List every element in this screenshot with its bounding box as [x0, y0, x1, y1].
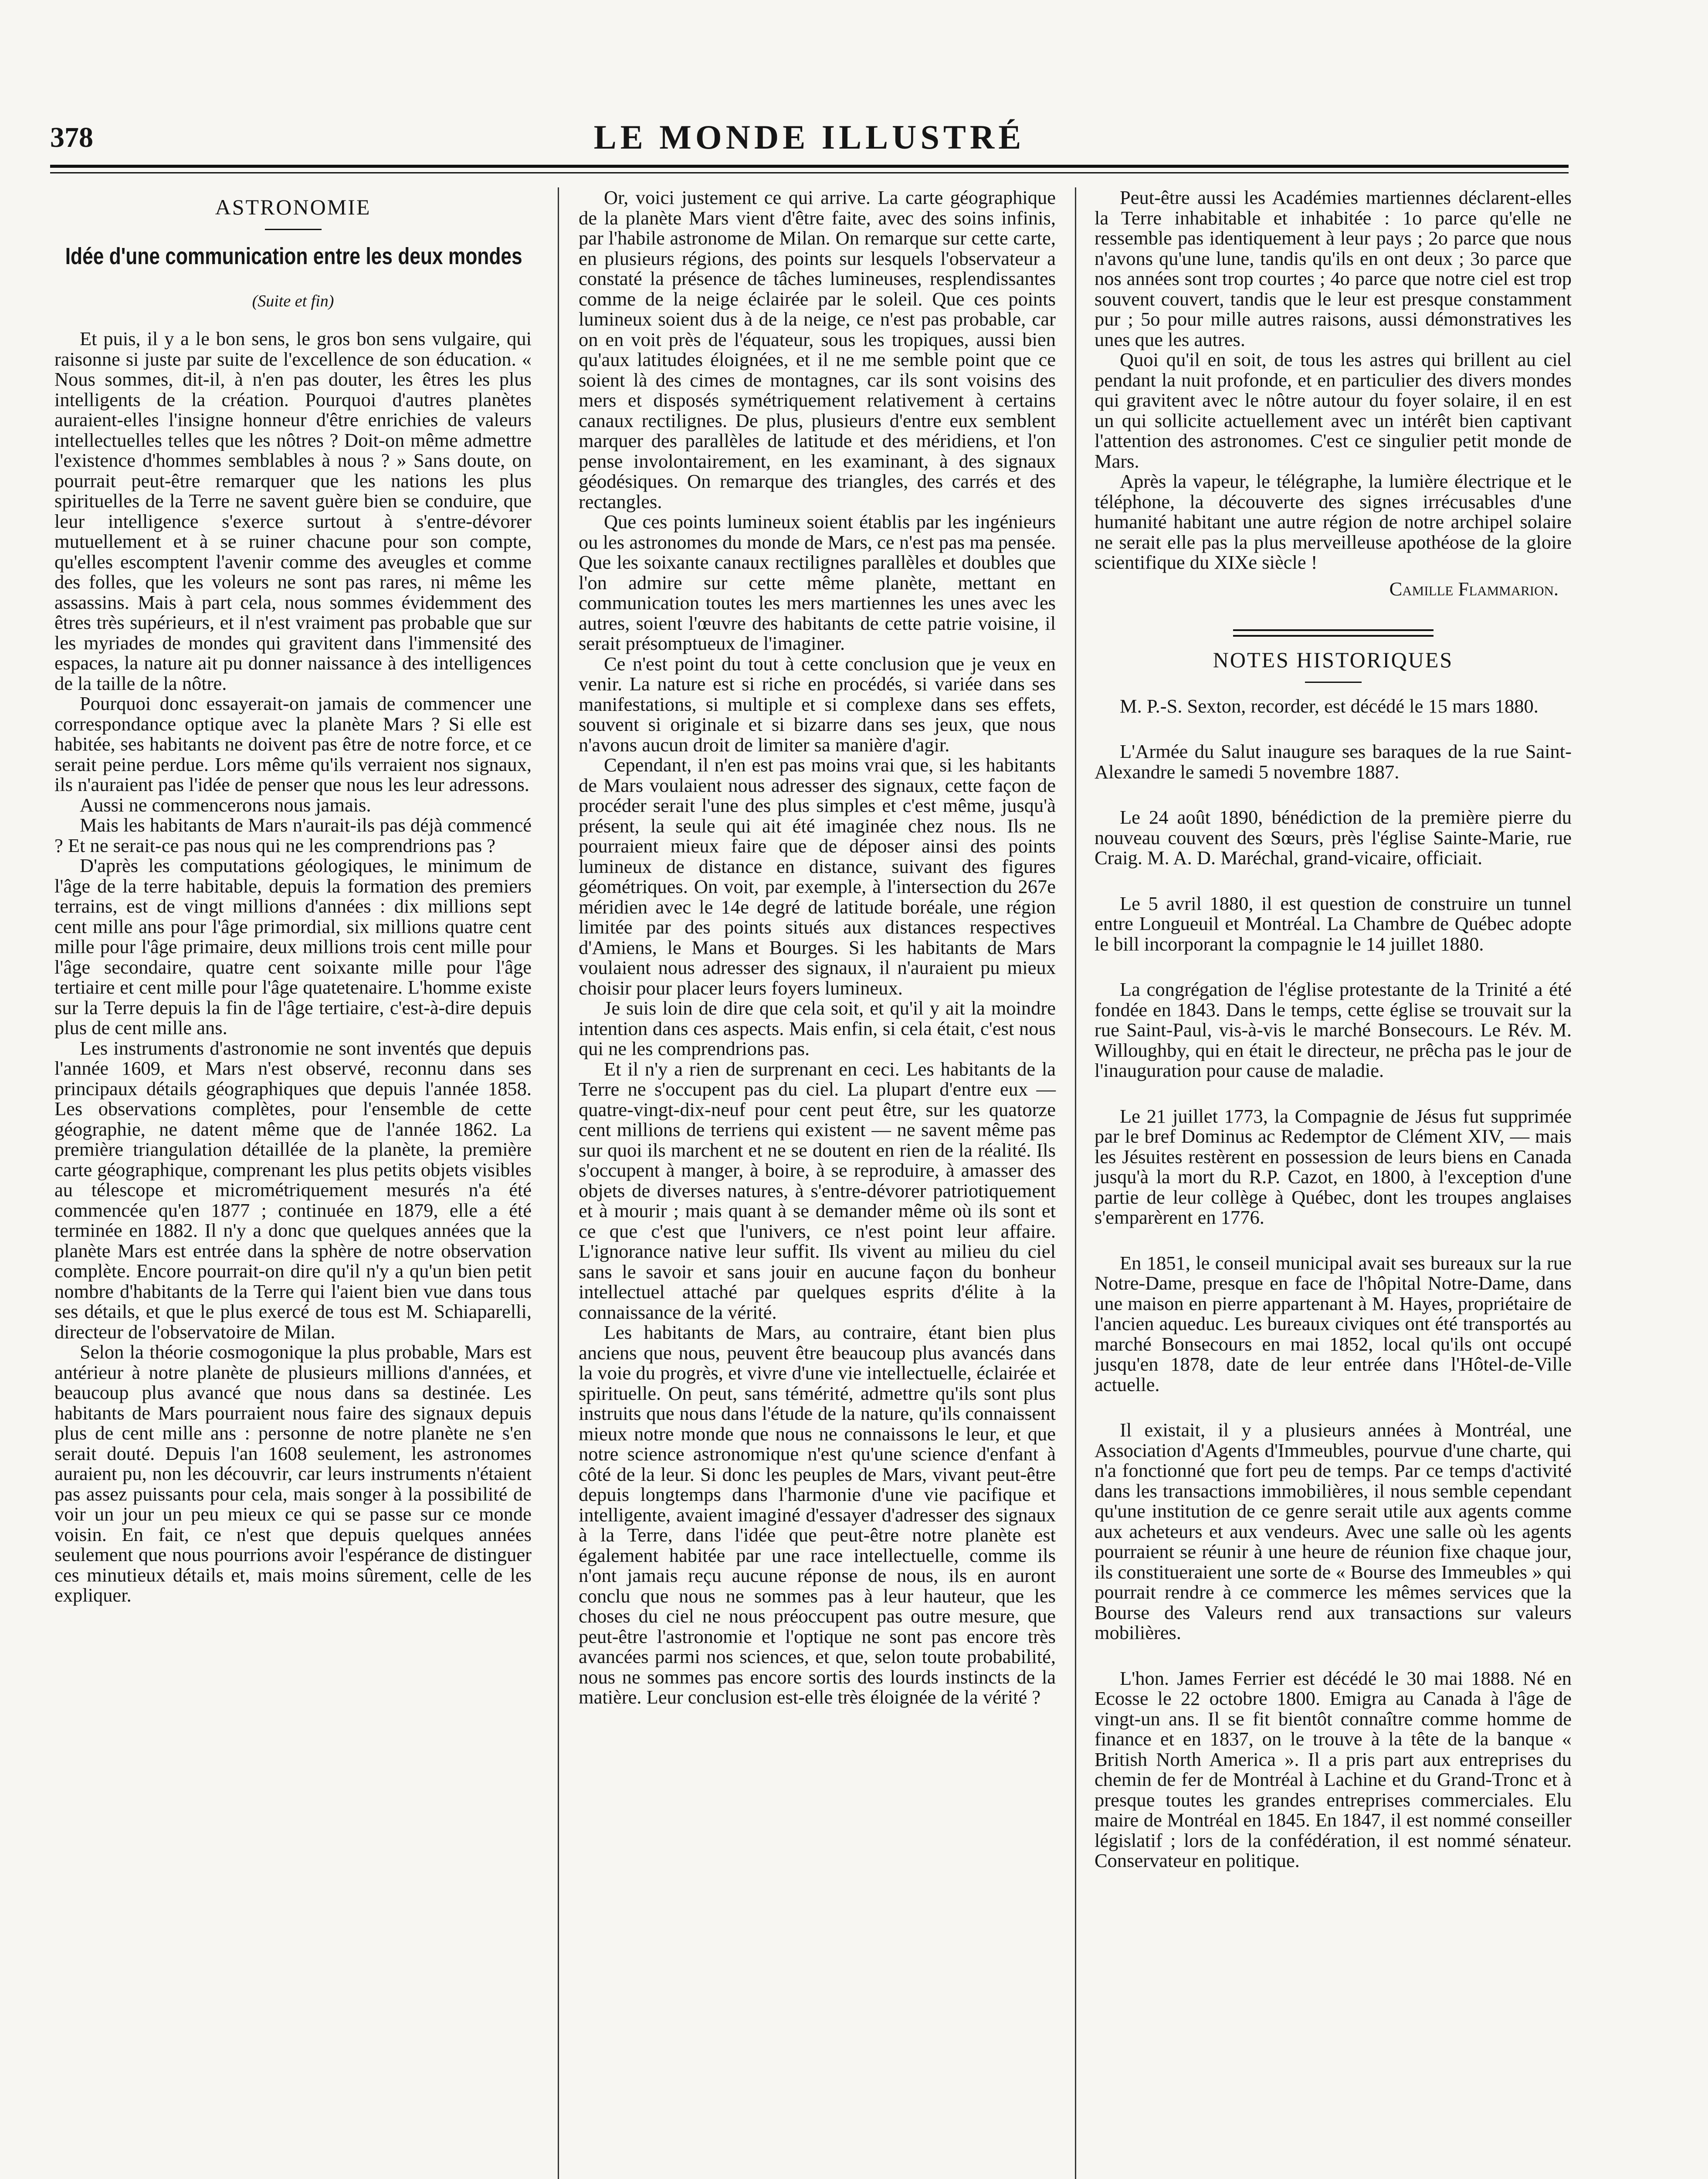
article-paragraph: Mais les habitants de Mars n'aurait-ils pas déjà commencé ? Et ne serait-ce pas nous qui ne les comprendrions pas ?	[54, 814, 532, 856]
column-divider	[558, 187, 559, 2179]
page-number: 378	[50, 122, 93, 153]
historical-note: Le 24 août 1890, bénédiction de la première pierre du nouveau couvent des Sœurs, près l'église Sainte-Marie, rue Craig. M. A. D. Maréchal, grand-vicaire, officiait.	[1095, 806, 1572, 869]
article-title: Idée d'une communication entre les deux mondes	[65, 243, 522, 269]
historical-note: Le 5 avril 1880, il est question de construire un tunnel entre Longueuil et Montréal. La Chambre de Québec adopte le bill incorporant la compagnie le 14 juillet 1880.	[1095, 892, 1572, 955]
header-rule-thin	[50, 172, 1569, 173]
article-paragraph: Les instruments d'astronomie ne sont inventés que depuis l'année 1609, et Mars n'est observé, reconnu dans ses principaux détails géographiques que depuis l'année 1858. Les observations complètes, pour l'ensemble de cette géographie, ne datent même que de l'année 1862. La première triangulation détaillée de la planète, la première carte géographique, comprenant les plus petits objets visibles au télescope et micrométriquement mesurés n'a été commencée qu'en 1877 ; continuée en 1879, elle a été terminée en 1882. Il n'y a donc que quelques années que la planète Mars est entrée dans la sphère de notre observation complète. Encore pourrait-on dire qu'il n'y a qu'un bien petit nombre d'habitants de la Terre qui l'aient bien vue dans tous ses détails, et que le plus exercé de tous est M. Schiaparelli, directeur de l'observatoire de Milan.	[54, 1037, 532, 1343]
article-paragraph: Or, voici justement ce qui arrive. La carte géographique de la planète Mars vient d'être faite, avec des soins infinis, par l'habile astronome de Milan. On remarque sur cette carte, en plusieurs régions, des points sur lesquels l'observateur a constaté la présence de tâches lumineuses, resplendissantes comme de la neige éclairée par le soleil. Que ces points lumineux soient dus à de la neige, ce n'est pas probable, car on en voit près de l'équateur, sous les tropiques, aussi bien qu'aux latitudes éloignées, et il ne me semble point que ce soient là des cimes de montagnes, car ils sont voisins des mers et disposés symétriquement relativement à certains canaux rectilignes. De plus, plusieurs d'entre eux semblent marquer des parallèles de latitude et des méridiens, et l'on pense involontairement, en les examinant, à des signaux géodésiques. On remarque des triangles, des carrés et des rectangles.	[579, 187, 1056, 513]
article-paragraph: Je suis loin de dire que cela soit, et qu'il y ait la moindre intention dans ces aspects. Mais enfin, si cela était, c'est nous qui ne les comprendrions pas.	[579, 997, 1056, 1059]
historical-note: La congrégation de l'église protestante de la Trinité a été fondée en 1843. Dans le temps, cette église se trouvait sur la rue Saint-Paul, vis-à-vis le marché Bonsecours. Le Rév. M. Willoughby, qui en était le directeur, ne prêcha pas le jour de l'inauguration pour cause de maladie.	[1095, 978, 1572, 1081]
section-separator	[1233, 629, 1434, 637]
historical-note: En 1851, le conseil municipal avait ses bureaux sur la rue Notre-Dame, presque en face de l'hôpital Notre-Dame, dans une maison en pierre appartenant à M. Hayes, propriétaire de l'ancien aqueduc. Les bureaux civiques ont été transportés au marché Bonsecours en mai 1852, local qu'ils ont occupé jusqu'en 1878, date de leur entrée dans l'Hôtel-de-Ville actuelle.	[1095, 1252, 1572, 1395]
column-1	[54, 187, 532, 1605]
column-2	[579, 187, 1056, 1707]
author-signature: Camille Flammarion.	[1389, 577, 1559, 600]
article-subtitle: (Suite et fin)	[252, 292, 334, 310]
article-paragraph: Et il n'y a rien de surprenant en ceci. Les habitants de la Terre ne s'occupent pas du ciel. La plupart d'entre eux — quatre-vingt-dix-neuf pour cent peut être, sur les quatorze cent millions de terriens qui existent — ne savent même pas sur quoi ils marchent et ne se doutent en rien de la réalité. Ils s'occupent à manger, à boire, à se reproduire, à amasser des objets de diverses natures, à s'entre-dévorer patriotiquement et à mourir ; mais quant à se demander même où ils sont et ce que c'est que l'univers, ce n'est point leur affaire. L'ignorance native leur suffit. Ils vivent au milieu du ciel sans le savoir et sans jouir en aucune façon du bonheur intellectuel attaché par quelques esprits d'élite à la connaissance de la vérité.	[579, 1058, 1056, 1323]
historical-note: M. P.-S. Sexton, recorder, est décédé le 15 mars 1880.	[1120, 695, 1539, 717]
article-paragraph: Aussi ne commencerons nous jamais.	[80, 794, 371, 816]
section-title-astronomy: ASTRONOMIE	[215, 195, 371, 219]
article-paragraph: Quoi qu'il en soit, de tous les astres qui brillent au ciel pendant la nuit profonde, et en particulier des divers mondes qui gravitent avec le nôtre autour du foyer solaire, il en est un qui sollicite actuellement avec un intérêt bien captivant l'attention des astronomes. C'est ce singulier petit monde de Mars.	[1095, 349, 1572, 472]
historical-note: Le 21 juillet 1773, la Compagnie de Jésus fut supprimée par le bref Dominus ac Redemptor de Clément XIV, — mais les Jésuites restèrent en possession de leurs biens en Canada jusqu'à la mort du R.P. Cazot, en 1800, à l'exception d'une partie de leur collège à Québec, dont les troupes anglaises s'emparèrent en 1776.	[1095, 1105, 1572, 1228]
article-paragraph: Les habitants de Mars, au contraire, étant bien plus anciens que nous, peuvent être beaucoup plus avancés dans la voie du progrès, et vivre d'une vie intellectuelle, éclairée et spirituelle. On peut, sans témérité, admettre qu'ils sont plus instruits que nous dans l'étude de la nature, qu'ils connaissent mieux notre monde que nous ne connaissons le leur, et que notre science astronomique n'est qu'une science d'enfant à côté de la leur. Si donc les peuples de Mars, vivant peut-être depuis longtemps dans l'harmonie d'une vie pacifique et intelligente, avaient imaginé d'essayer d'adresser des signaux à la Terre, dans l'idée que peut-être notre planète est également habitée par une race intellectuelle, comme ils n'ont jamais reçu aucune réponse de nous, ils en auront conclu que nous ne sommes pas à leur hauteur, que les choses du ciel ne nous préoccupent pas outre mesure, que peut-être l'astronomie et l'optique ne sont pas encore très avancées parmi nos sciences, et que, selon toute probabilité, nous ne sommes pas encore sortis des lourds instincts de la matière. Leur conclusion est-elle très éloignée de la vérité ?	[579, 1321, 1056, 1708]
article-paragraph: Après la vapeur, le télégraphe, la lumière électrique et le téléphone, la découverte des signes irrécusables d'une humanité habitant une autre région de notre archipel solaire ne serait elle pas la plus merveilleuse apothéose de la gloire scientifique du XIXe siècle !	[1095, 470, 1572, 573]
article-paragraph: Pourquoi donc essayerait-on jamais de commencer une correspondance optique avec la planète Mars ? Si elle est habitée, ses habitants ne doivent pas être de notre force, et ce serait peine perdue. Lors même qu'ils verraient nos signaux, ils n'auraient pas l'idée de penser que nous les leur adressons.	[54, 692, 532, 795]
title-rule	[265, 229, 322, 230]
title-rule	[1305, 682, 1362, 683]
column-divider	[1075, 187, 1076, 2179]
historical-note: Il existait, il y a plusieurs années à Montréal, une Association d'Agents d'Immeubles, pourvue d'une charte, qui n'a fonctionné que fort peu de temps. Par ce temps d'activité dans les transactions immobilières, il nous semble cependant qu'une institution de ce genre serait utile aux agents comme aux acheteurs et aux vendeurs. Avec une salle où les agents pourraient se réunir à une heure de réunion fixe chaque jour, ils constitueraient une sorte de « Bourse des Immeubles » qui pourrait rendre à ce commerce les mêmes services que la Bourse des Valeurs rend aux transactions sur valeurs mobilières.	[1095, 1419, 1572, 1643]
article-paragraph: Que ces points lumineux soient établis par les ingénieurs ou les astronomes du monde de Mars, ce n'est pas ma pensée. Que les soixante canaux rectilignes parallèles et doubles que l'on admire sur cette même planète, mettant en communication toutes les mers martiennes les unes avec les autres, soient l'œuvre des habitants de cette patrie voisine, il serait présomptueux de l'imaginer.	[579, 511, 1056, 654]
historical-note: L'Armée du Salut inaugure ses baraques de la rue Saint-Alexandre le samedi 5 novembre 1887.	[1095, 740, 1572, 783]
section-title-notes: NOTES HISTORIQUES	[1213, 648, 1454, 672]
header-rule	[50, 165, 1569, 168]
article-paragraph: D'après les computations géologiques, le minimum de l'âge de la terre habitable, depuis la formation des premiers terrains, est de vingt millions d'années : dix millions sept cent mille ans pour l'âge primordial, six millions quatre cent mille pour l'âge primaire, deux millions trois cent mille pour l'âge secondaire, quatre cent soixante mille pour l'âge tertiaire et cent mille pour l'âge quatetenaire. L'homme existe sur la Terre depuis la fin de l'âge tertiaire, c'est-à-dire depuis plus de cent mille ans.	[54, 855, 532, 1039]
article-paragraph: Ce n'est point du tout à cette conclusion que je veux en venir. La nature est si riche en procédés, si variée dans ses manifestations, si multiple et si complexe dans ses effets, souvent si originale et si bizarre dans ses jeux, que nous n'avons aucun droit de limiter sa manière d'agir.	[579, 652, 1056, 756]
page-header	[50, 118, 1569, 166]
article-paragraph: Selon la théorie cosmogonique la plus probable, Mars est antérieur à notre planète de plusieurs millions d'années, et beaucoup plus avancé que nous dans sa destinée. Les habitants de Mars pourraient nous faire des signaux depuis plus de cent mille ans : personne de notre planète ne s'en serait douté. Depuis l'an 1608 seulement, les astronomes auraient pu, non les découvrir, car leurs instruments n'étaient pas assez puissants pour cela, mais songer à la possibilité de voir un jour un peu mieux ce qui se passe sur ce monde voisin. En fait, ce n'est que depuis quelques années seulement que nous pourrions avoir l'espérance de distinguer ces minutieux détails et, mais moins sûrement, celle de les expliquer.	[54, 1341, 532, 1606]
historical-note: L'hon. James Ferrier est décédé le 30 mai 1888. Né en Ecosse le 22 octobre 1800. Emigra au Canada à l'âge de vingt-un ans. Il se fit bientôt connaître comme homme de finance et en 1837, on le trouve à la tête de la banque « British North America ». Il a pris part aux entreprises du chemin de fer de Montréal à Lachine et du Grand-Tronc et à presque toutes les grandes entreprises commerciales. Elu maire de Montréal en 1845. En 1847, il est nommé conseiller législatif ; lors de la confédération, il est nommé sénateur. Conservateur en politique.	[1095, 1667, 1572, 1871]
column-3	[1095, 187, 1572, 1896]
article-paragraph: Et puis, il y a le bon sens, le gros bon sens vulgaire, qui raisonne si juste par suite de l'excellence de son éducation. « Nous sommes, dit-il, à n'en pas douter, les êtres les plus intelligents de la création. Pourquoi d'autres planètes auraient-elles l'insigne honneur d'être enrichies de valeurs intellectuelles telles que les nôtres ? Doit-on même admettre l'existence d'hommes semblables à nous ? » Sans doute, on pourrait peut-être remarquer que les nations les plus spirituelles de la Terre ne savent guère bien se conduire, que leur intelligence s'exerce surtout à s'entre-dévorer mutuellement et à se ruiner chacune pour son compte, qu'elles escomptent l'avenir comme des aveugles et comme des folles, que les voleurs ne sont pas rares, ni même les assassins. Mais à part cela, nous sommes évidemment des êtres très supérieurs, et il n'est vraiment pas probable que sur les myriades de mondes qui gravitent dans l'immensité des espaces, la nature ait pu donner naissance à des intelligences de la taille de la nôtre.	[54, 328, 532, 694]
article-paragraph: Peut-être aussi les Académies martiennes déclarent-elles la Terre inhabitable et inhabitée : 1o parce qu'elle ne ressemble pas identiquement à leur pays ; 2o parce que nous n'avons qu'une lune, tandis qu'ils en ont deux ; 3o parce que nos années sont trop courtes ; 4o parce que notre ciel est trop souvent couvert, tandis que le leur est presque constamment pur ; 5o pour mille autres raisons, aussi démonstratives les unes que les autres.	[1095, 187, 1572, 350]
article-paragraph: Cependant, il n'en est pas moins vrai que, si les habitants de Mars voulaient nous adresser des signaux, cette façon de procéder serait l'une des plus simples et c'est même, jusqu'à présent, la seule qui ait été imaginée chez nous. Ils ne pourraient mieux faire que de déposer ainsi des points lumineux de distance en distance, suivant des figures géométriques. On voit, par exemple, à l'intersection du 267e méridien avec le 14e degré de latitude boréale, une région limitée par des points situés aux distances respectives d'Amiens, le Mans et Bourges. Si les habitants de Mars voulaient nous adresser des signaux, il n'auraient pu mieux choisir pour placer leurs foyers lumineux.	[579, 754, 1056, 999]
masthead: LE MONDE ILLUSTRÉ	[593, 118, 1025, 156]
